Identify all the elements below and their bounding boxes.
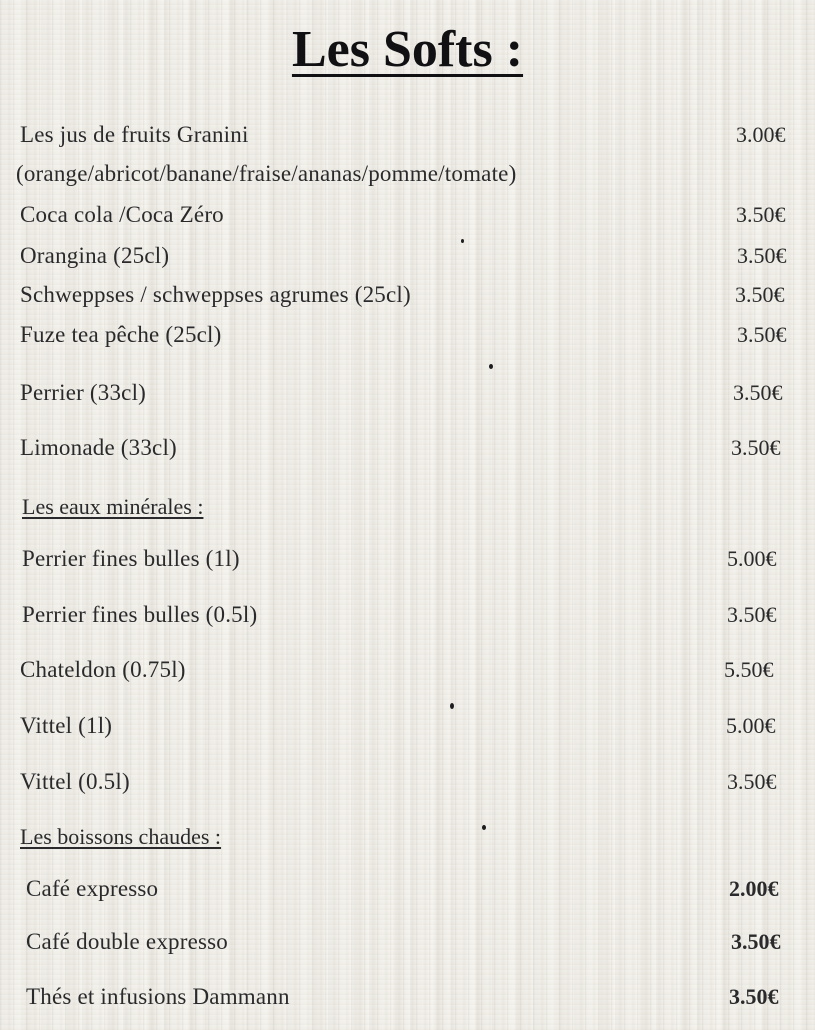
section-heading-chaudes: Les boissons chaudes : (20, 824, 222, 849)
item-name: Fuze tea pêche (25cl) (20, 322, 222, 347)
item-price: 3.00€ (736, 122, 786, 147)
ink-speck (489, 364, 493, 369)
item-price: 3.50€ (731, 929, 781, 954)
item-name: Limonade (33cl) (20, 435, 177, 460)
list-item (0, 122, 815, 162)
item-price: 2.00€ (729, 876, 779, 901)
item-price: 3.50€ (735, 282, 785, 307)
list-item (0, 202, 815, 242)
menu-title: Les Softs : (291, 21, 524, 78)
item-price: 5.00€ (727, 546, 777, 571)
item-name: Coca cola /Coca Zéro (20, 202, 224, 227)
item-price: 3.50€ (731, 435, 781, 460)
item-name: Chateldon (0.75l) (20, 657, 186, 682)
list-item (0, 161, 815, 201)
item-name: Café expresso (26, 876, 159, 901)
section-heading-eaux: Les eaux minérales : (22, 494, 204, 519)
list-item (0, 380, 815, 420)
list-item (0, 282, 815, 322)
item-name: Schweppses / schweppses agrumes (25cl) (20, 282, 411, 307)
list-item (0, 713, 815, 753)
ink-speck (450, 703, 454, 709)
list-item (0, 929, 815, 969)
list-item (0, 876, 815, 916)
item-price: 3.50€ (729, 984, 779, 1009)
list-item (0, 243, 815, 283)
list-item (0, 602, 815, 642)
item-price: 3.50€ (727, 769, 777, 794)
list-item (0, 435, 815, 475)
item-name: Perrier (33cl) (20, 380, 147, 405)
list-item (0, 546, 815, 586)
list-item (0, 769, 815, 809)
item-name: Orangina (25cl) (20, 243, 170, 268)
item-name: Café double expresso (26, 929, 228, 954)
ink-speck (482, 825, 486, 830)
item-name: Vittel (1l) (20, 713, 113, 738)
ink-speck (461, 239, 464, 243)
item-name: (orange/abricot/banane/fraise/ananas/pomme/tomate) (16, 161, 517, 186)
list-item (0, 984, 815, 1024)
item-name: Perrier fines bulles (0.5l) (22, 602, 258, 627)
item-name: Vittel (0.5l) (20, 769, 130, 794)
list-item (0, 657, 815, 697)
item-price: 5.50€ (724, 657, 774, 682)
item-price: 3.50€ (737, 243, 787, 268)
item-name: Perrier fines bulles (1l) (22, 546, 240, 571)
item-price: 3.50€ (733, 380, 783, 405)
item-name: Les jus de fruits Granini (20, 122, 249, 147)
list-item (0, 322, 815, 362)
item-name: Thés et infusions Dammann (26, 984, 290, 1009)
item-price: 3.50€ (727, 602, 777, 627)
item-price: 5.00€ (726, 713, 776, 738)
item-price: 3.50€ (736, 202, 786, 227)
item-price: 3.50€ (737, 322, 787, 347)
